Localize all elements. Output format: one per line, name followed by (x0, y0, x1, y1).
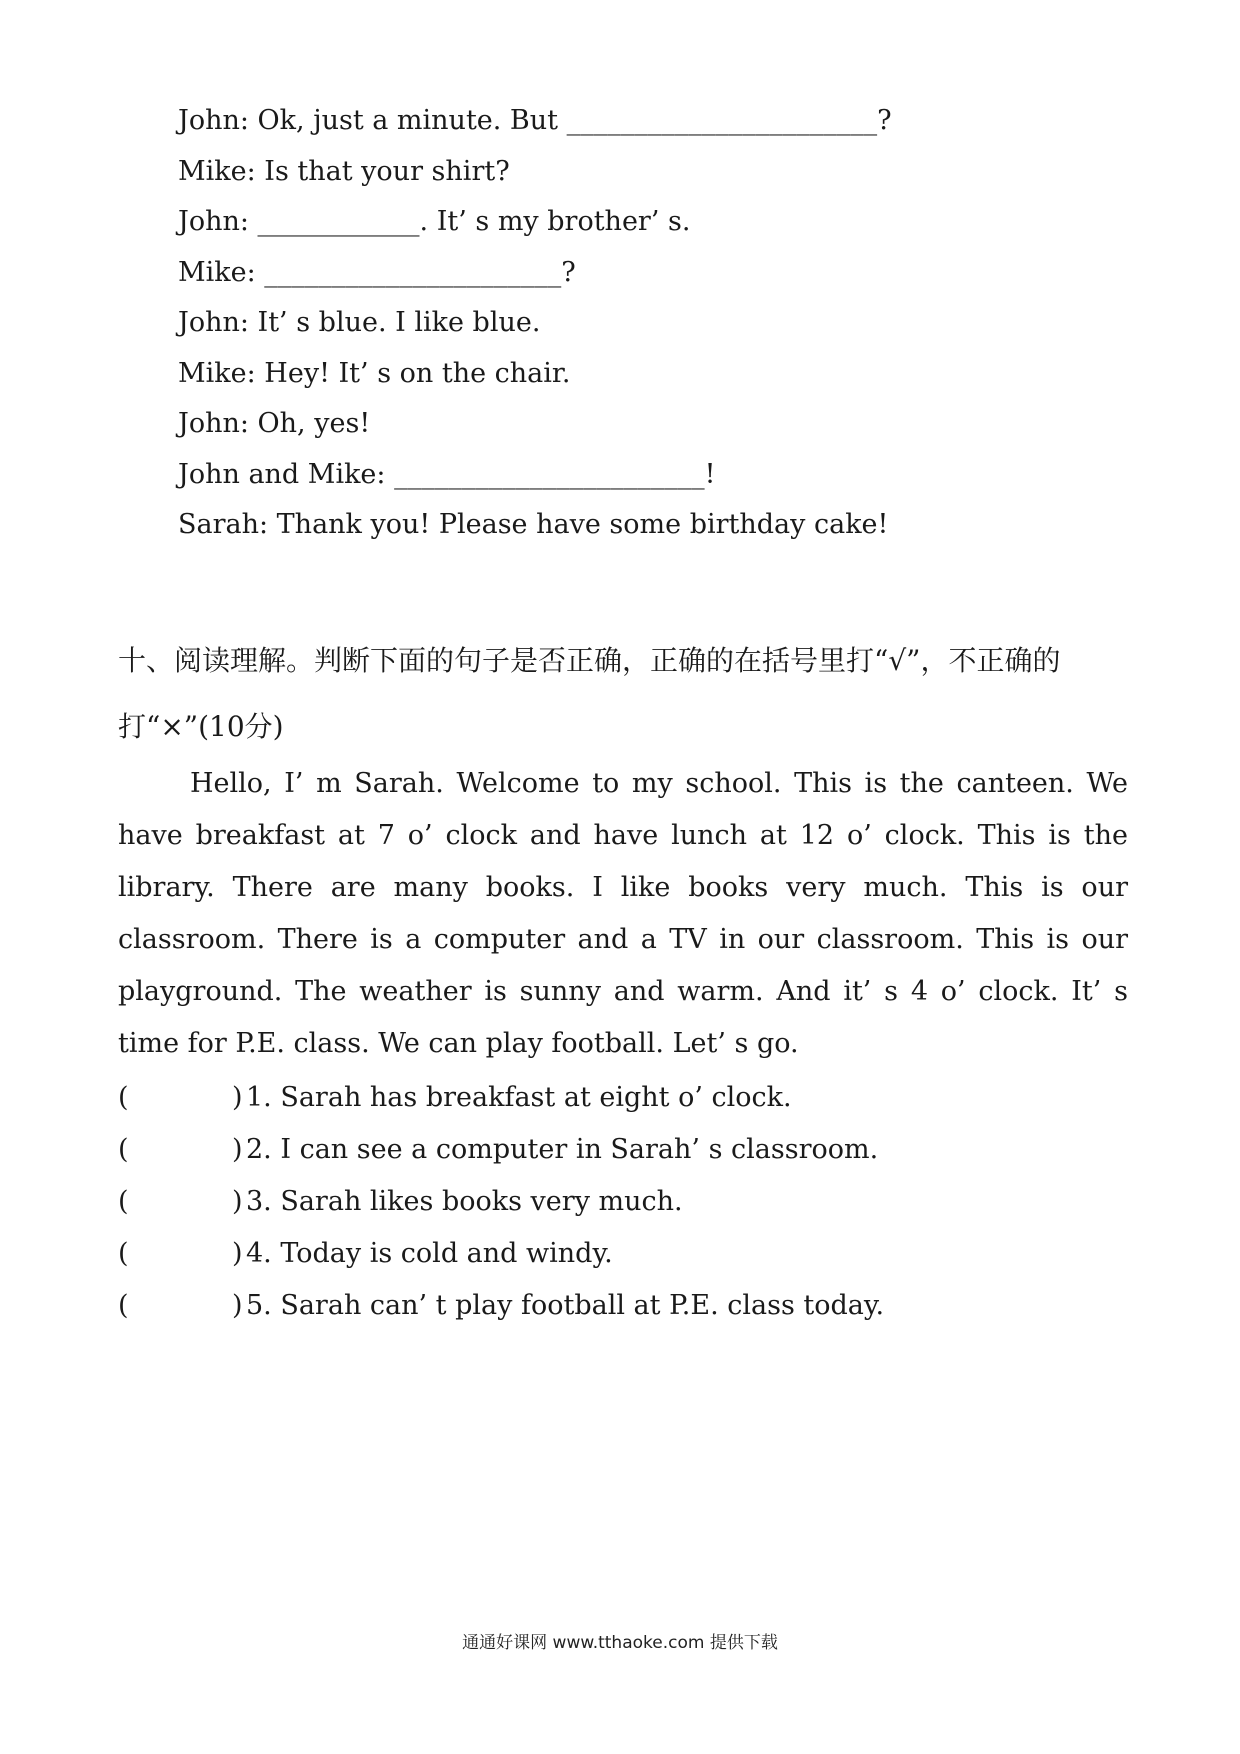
dialogue-line: John: Ok, just a minute. But _______________________? (178, 105, 892, 136)
question-item (118, 1176, 1128, 1228)
section-heading-line1: 十、阅读理解。判断下面的句子是否正确，正确的在括号里打“√”，不正确的 (118, 644, 1061, 677)
answer-blank-open[interactable]: ( (118, 1186, 129, 1217)
question-item (118, 1072, 1128, 1124)
question-text: 1. Sarah has breakfast at eight o’ clock. (246, 1082, 792, 1113)
reading-passage (118, 758, 1128, 1070)
dialogue-line: John: ____________. It’ s my brother’ s. (178, 206, 691, 237)
answer-blank-close: ) (232, 1082, 243, 1113)
section-heading (118, 628, 1128, 760)
question-item (118, 1124, 1128, 1176)
answer-blank-close: ) (232, 1186, 243, 1217)
dialogue-line: Mike: ______________________? (178, 256, 576, 288)
true-false-questions (118, 1072, 1128, 1332)
answer-blank-open[interactable]: ( (118, 1082, 129, 1113)
question-text: 5. Sarah can’ t play football at P.E. class today. (246, 1290, 885, 1321)
question-item (118, 1228, 1128, 1280)
question-text: 2. I can see a computer in Sarah’ s classroom. (246, 1134, 879, 1165)
question-text: 3. Sarah likes books very much. (246, 1186, 683, 1217)
dialogue-line: John: It’ s blue. I like blue. (178, 307, 541, 338)
dialogue-block (178, 96, 1118, 551)
answer-blank-open[interactable]: ( (118, 1290, 129, 1321)
answer-blank-close: ) (232, 1238, 243, 1269)
dialogue-line: John: Oh, yes! (178, 408, 371, 439)
passage-line: playground. The weather is sunny and warm. And it’ s 4 o’ clock. It’ s (118, 976, 1128, 1007)
question-item (118, 1280, 1128, 1332)
dialogue-line: John and Mike: _______________________! (178, 458, 716, 490)
dialogue-line: Mike: Hey! It’ s on the chair. (178, 357, 571, 389)
passage-line: library. There are many books. I like books very much. This is our (118, 872, 1128, 903)
passage-line: classroom. There is a computer and a TV in our classroom. This is our (118, 924, 1128, 955)
page-footer: 通通好课网 www.tthaoke.com 提供下载 (462, 1633, 778, 1653)
answer-blank-close: ) (232, 1290, 243, 1321)
passage-line: have breakfast at 7 o’ clock and have lunch at 12 o’ clock. This is the (118, 820, 1128, 851)
answer-blank-open[interactable]: ( (118, 1238, 129, 1269)
answer-blank-open[interactable]: ( (118, 1134, 129, 1165)
passage-line: time for P.E. class. We can play football. Let’ s go. (118, 1028, 799, 1059)
dialogue-line: Sarah: Thank you! Please have some birthday cake! (178, 509, 889, 540)
dialogue-line: Mike: Is that your shirt? (178, 155, 510, 187)
question-text: 4. Today is cold and windy. (246, 1238, 613, 1269)
section-heading-line2: 打“×”(10分) (118, 710, 284, 743)
answer-blank-close: ) (232, 1134, 243, 1165)
passage-line: Hello, I’ m Sarah. Welcome to my school. This is the canteen. We (190, 768, 1128, 799)
